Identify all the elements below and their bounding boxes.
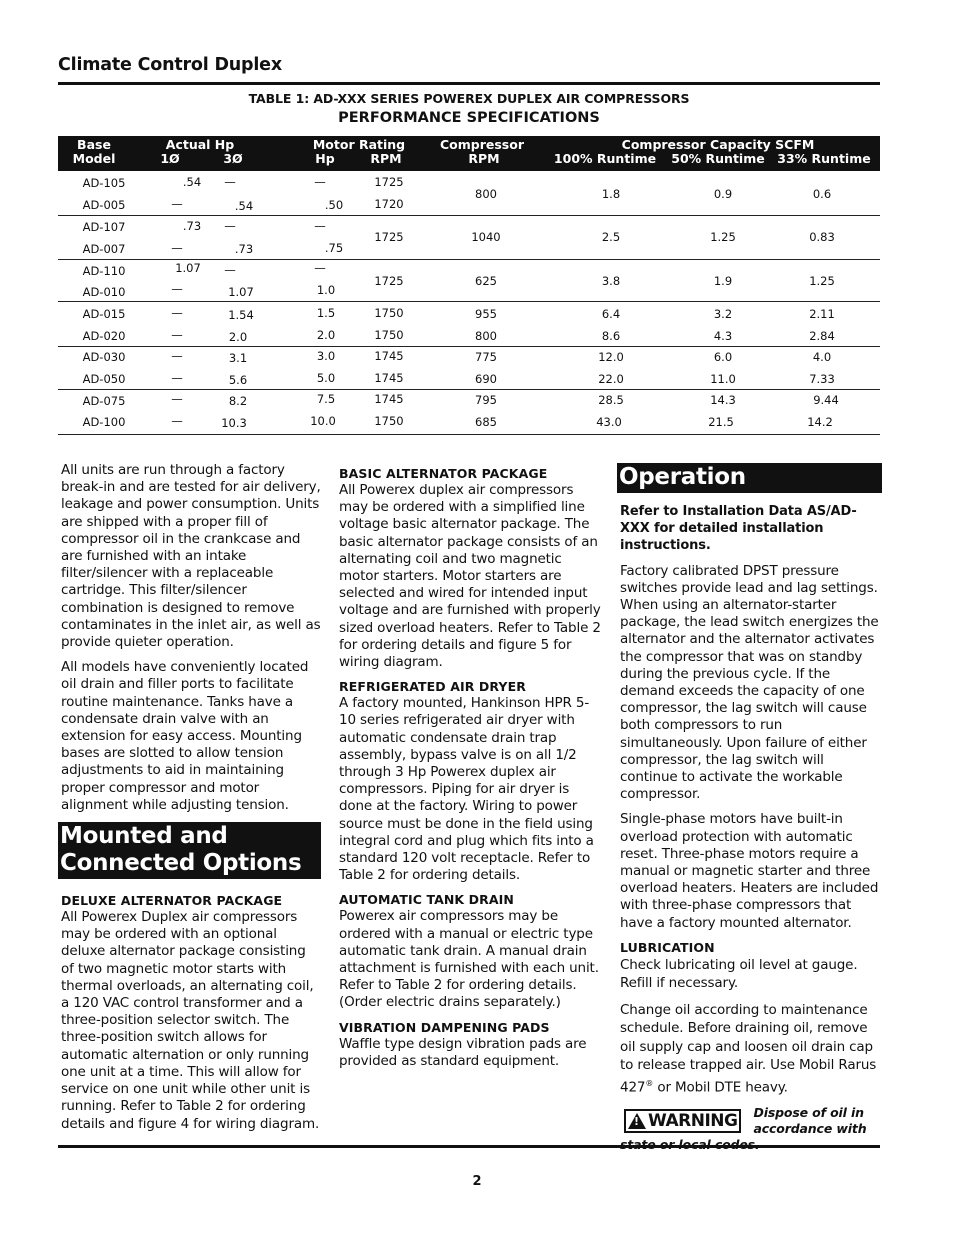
header-base: Base (77, 137, 111, 152)
cell-hp-3ph: .54 (234, 199, 254, 213)
cell-runtime-50: 0.9 (713, 187, 733, 201)
cell-runtime-33: 4.0 (812, 350, 832, 364)
cell-hp-3ph: — (224, 219, 236, 233)
cell-motor-hp: 2.0 (316, 328, 336, 342)
subheading-tank-drain: AUTOMATIC TANK DRAIN (339, 892, 514, 908)
page-number: 2 (472, 1174, 482, 1189)
cell-model: AD-005 (82, 198, 126, 212)
cell-runtime-50: 21.5 (708, 415, 734, 429)
header-model: Model (72, 151, 116, 166)
header-capacity: Compressor Capacity SCFM (621, 137, 815, 152)
cell-runtime-33: 2.84 (809, 329, 835, 343)
section-heading-operation: Operation (617, 463, 882, 493)
cell-hp-1ph: 1.07 (175, 261, 201, 275)
subheading-vibration-pads: VIBRATION DAMPENING PADS (339, 1019, 550, 1035)
warning-text: Dispose of oil in accordance with (753, 1104, 867, 1136)
cell-motor-rpm: 1750 (374, 328, 404, 342)
table-group (58, 390, 880, 435)
cell-compressor-rpm: 800 (475, 187, 497, 201)
cell-runtime-33: 14.2 (807, 415, 833, 429)
cell-runtime-100: 43.0 (596, 415, 622, 429)
subheading-basic-alternator: BASIC ALTERNATOR PACKAGE (339, 466, 548, 481)
table-caption: TABLE 1: AD-XXX SERIES POWEREX DUPLEX AIR COMPRESSORS (248, 91, 690, 106)
cell-hp-1ph: .73 (182, 219, 202, 233)
cell-hp-3ph: 10.3 (221, 416, 247, 430)
header-one-phase: 1Ø (160, 151, 180, 166)
table-group (58, 347, 880, 390)
cell-model: AD-100 (82, 415, 126, 429)
cell-model: AD-015 (82, 307, 126, 321)
cell-runtime-100: 2.5 (601, 230, 621, 244)
header-motor-rating: Motor Rating (312, 137, 406, 152)
cell-model: AD-007 (82, 242, 126, 256)
cell-compressor-rpm: 690 (475, 372, 497, 386)
cell-runtime-100: 8.6 (601, 329, 621, 343)
column-left (61, 462, 321, 1141)
table-group (58, 302, 880, 347)
column-right (620, 462, 882, 1153)
cell-hp-3ph: .73 (234, 242, 254, 256)
cell-hp-1ph: — (171, 371, 183, 385)
cell-runtime-33: 0.6 (812, 187, 832, 201)
cell-motor-hp: — (314, 175, 326, 189)
cell-hp-1ph: — (171, 414, 183, 428)
cell-runtime-100: 22.0 (598, 372, 624, 386)
header-motor-hp: Hp (315, 151, 335, 166)
cell-motor-rpm: 1725 (374, 230, 404, 244)
maintenance-paragraph: All models have conveniently located oil drain and filler ports to facilitate routine maintenance. Tanks have a condensate drain valve with an extension for easy access. Mounting bases are slotted to allow tension adjustments to aid in maintaining proper compressor and motor alignment while adjusting tension. (61, 659, 309, 813)
cell-motor-rpm: 1720 (374, 197, 404, 211)
subheading-lubrication: LUBRICATION (620, 939, 715, 955)
cell-compressor-rpm: 795 (475, 393, 497, 407)
cell-hp-1ph: — (171, 328, 183, 342)
warning-label: WARNING (648, 1110, 738, 1131)
footer-rule (58, 1145, 880, 1148)
cell-motor-hp: 1.0 (316, 283, 336, 297)
cell-runtime-50: 3.2 (713, 307, 733, 321)
cell-hp-3ph: 1.54 (228, 308, 254, 322)
cell-hp-3ph: 8.2 (228, 394, 248, 408)
cell-runtime-33: 2.11 (809, 307, 835, 321)
page-header-title: Climate Control Duplex (58, 55, 282, 75)
cell-runtime-33: 1.25 (809, 274, 835, 288)
cell-hp-3ph: — (224, 175, 236, 189)
cell-hp-1ph: .54 (182, 175, 202, 189)
cell-motor-hp: .75 (324, 241, 344, 255)
cell-hp-1ph: — (171, 392, 183, 406)
cell-hp-3ph: 5.6 (228, 373, 248, 387)
oil-change-text-end: or Mobil DTE heavy. (653, 1079, 788, 1096)
performance-table (58, 136, 880, 435)
header-rule (58, 82, 880, 85)
cell-model: AD-110 (82, 264, 126, 278)
warning-badge (624, 1109, 741, 1133)
header-motor-rpm: RPM (370, 151, 402, 166)
cell-compressor-rpm: 625 (475, 274, 497, 288)
header-three-phase: 3Ø (223, 151, 243, 166)
intro-paragraph: All units are run through a factory break-in and are tested for air delivery, leakage and power consumption. Units are shipped with a proper fill of compressor oil in the crankcase and are furnished with an intake filter/silencer with a replaceable cartridge. This filter/silencer combination is designed to remove contaminates in the inlet air, as well as provide quieter operation. (61, 462, 321, 651)
column-middle (339, 462, 601, 1078)
cell-motor-rpm: 1745 (374, 349, 404, 363)
refrigerated-dryer-paragraph: A factory mounted, Hankinson HPR 5-10 series refrigerated air dryer with automatic condensate drain trap assembly, bypass valve is on all 1/2 through 3 Hp Powerex duplex air compressors. Piping for air dryer is done at the factory. Wiring to power source must be done in the field using integral cord and plug which fits into a standard 120 volt receptacle. Refer to Table 2 for ordering details. (339, 695, 594, 884)
cell-runtime-100: 12.0 (598, 350, 624, 364)
cell-hp-1ph: — (171, 282, 183, 296)
header-compressor-rpm: RPM (468, 151, 500, 166)
cell-motor-rpm: 1725 (374, 274, 404, 288)
cell-motor-hp: 1.5 (316, 306, 336, 320)
cell-hp-1ph: — (171, 197, 183, 211)
cell-motor-hp: — (314, 219, 326, 233)
subheading-refrigerated-dryer: REFRIGERATED AIR DRYER (339, 679, 526, 695)
cell-motor-rpm: 1750 (374, 306, 404, 320)
cell-motor-hp: 5.0 (316, 371, 336, 385)
header-runtime-50: 50% Runtime (671, 151, 765, 166)
cell-model: AD-050 (82, 372, 126, 386)
cell-compressor-rpm: 685 (475, 415, 497, 429)
cell-compressor-rpm: 775 (475, 350, 497, 364)
header-actual-hp: Actual Hp (165, 137, 235, 152)
cell-runtime-100: 6.4 (601, 307, 621, 321)
cell-motor-rpm: 1745 (374, 371, 404, 385)
cell-model: AD-010 (82, 285, 126, 299)
tank-drain-paragraph: Powerex air compressors may be ordered with a manual or electric type automatic tank drain. A manual drain attachment is furnished with each unit. Refer to Table 2 for ordering details. (Order electric drains separately.) (339, 908, 599, 1011)
cell-model: AD-107 (82, 220, 126, 234)
cell-hp-3ph: 2.0 (228, 330, 248, 344)
cell-runtime-33: 7.33 (809, 372, 835, 386)
table-group (58, 216, 880, 260)
header-runtime-100: 100% Runtime (553, 151, 657, 166)
cell-motor-hp: — (314, 261, 326, 275)
oil-change-paragraph (620, 1001, 882, 1097)
cell-compressor-rpm: 800 (475, 329, 497, 343)
motor-protection-paragraph: Single-phase motors have built-in overload protection with automatic reset. Three-phase motors require a manual or magnetic starter and three overload heaters. Heaters are included with three-phase compressors that have a factory mounted alternator. (620, 811, 879, 931)
cell-runtime-50: 11.0 (710, 372, 736, 386)
cell-motor-rpm: 1750 (374, 414, 404, 428)
cell-runtime-50: 4.3 (713, 329, 733, 343)
cell-hp-1ph: — (171, 349, 183, 363)
cell-model: AD-105 (82, 176, 126, 190)
subheading-deluxe-alternator: DELUXE ALTERNATOR PACKAGE (61, 893, 283, 909)
cell-compressor-rpm: 1040 (471, 230, 501, 244)
operation-paragraph: Factory calibrated DPST pressure switches provide lead and lag settings. When using an alternator-starter package, the lead switch energizes the alternator and the alternator activates the compressor that was on standby during the previous cycle. If the demand exceeds the capacity of one compressor, the lag switch will cause both compressors to run simultaneously. Upon failure of either compressor, the lag switch will continue to activate the workable compressor. (620, 562, 879, 803)
basic-alternator-paragraph: All Powerex duplex air compressors may be ordered with a simplified line voltage basic alternator package. The basic alternator package consists of an alternating coil and two magnetic motor starters. Motor starters are selected and wired for intended input voltage and are furnished with properly sized overload heaters. Refer to Table 2 for ordering details and figure 5 for wiring diagram. (339, 482, 601, 671)
cell-runtime-33: 9.44 (813, 393, 839, 407)
installation-reference: Refer to Installation Data AS/AD-XXX for detailed installation instructions. (620, 504, 857, 554)
table-header (58, 136, 880, 171)
deluxe-alternator-paragraph: All Powerex Duplex air compressors may be ordered with an optional deluxe alternator package consisting of two magnetic motor starts with thermal overloads, an alternating coil, a 120 VAC control transformer and a three-position selector switch. The three-position switch allows for automatic alternation or only running one unit at a time. This will allow for service on one unit while other unit is running. Refer to Table 2 for ordering details and figure 4 for wiring diagram. (61, 909, 320, 1132)
cell-hp-3ph: — (224, 263, 236, 277)
cell-hp-1ph: — (171, 241, 183, 255)
header-compressor: Compressor (439, 137, 525, 152)
cell-model: AD-075 (82, 394, 126, 408)
cell-motor-rpm: 1725 (374, 175, 404, 189)
section-heading-mounted-options: Mounted and Connected Options (58, 822, 321, 879)
cell-motor-hp: 10.0 (310, 414, 336, 428)
cell-runtime-100: 1.8 (601, 187, 621, 201)
cell-runtime-50: 1.9 (713, 274, 733, 288)
warning-triangle-icon (628, 1113, 646, 1129)
header-runtime-33: 33% Runtime (777, 151, 871, 166)
cell-runtime-50: 6.0 (713, 350, 733, 364)
cell-compressor-rpm: 955 (475, 307, 497, 321)
cell-model: AD-030 (82, 350, 126, 364)
lubrication-check-paragraph: Check lubricating oil level at gauge. Refill if necessary. (620, 956, 858, 992)
cell-runtime-50: 14.3 (710, 393, 736, 407)
cell-runtime-100: 3.8 (601, 274, 621, 288)
table-group (58, 260, 880, 302)
cell-runtime-50: 1.25 (710, 230, 736, 244)
cell-hp-1ph: — (171, 306, 183, 320)
cell-model: AD-020 (82, 329, 126, 343)
cell-hp-3ph: 1.07 (228, 285, 254, 299)
cell-motor-hp: .50 (324, 198, 344, 212)
cell-hp-3ph: 3.1 (228, 351, 248, 365)
cell-motor-hp: 3.0 (316, 349, 336, 363)
vibration-pads-paragraph: Waffle type design vibration pads are provided as standard equipment. (339, 1035, 587, 1069)
oil-change-text: Change oil according to maintenance schedule. Before draining oil, remove oil supply cap and loosen oil drain cap to release trapped air. Use Mobil Rarus 427 (620, 1001, 877, 1096)
table-subtitle: PERFORMANCE SPECIFICATIONS (338, 110, 600, 126)
cell-runtime-33: 0.83 (809, 230, 835, 244)
table-group (58, 171, 880, 216)
cell-motor-rpm: 1745 (374, 392, 404, 406)
registered-mark: ® (645, 1078, 654, 1088)
cell-motor-hp: 7.5 (316, 392, 336, 406)
cell-runtime-100: 28.5 (598, 393, 624, 407)
